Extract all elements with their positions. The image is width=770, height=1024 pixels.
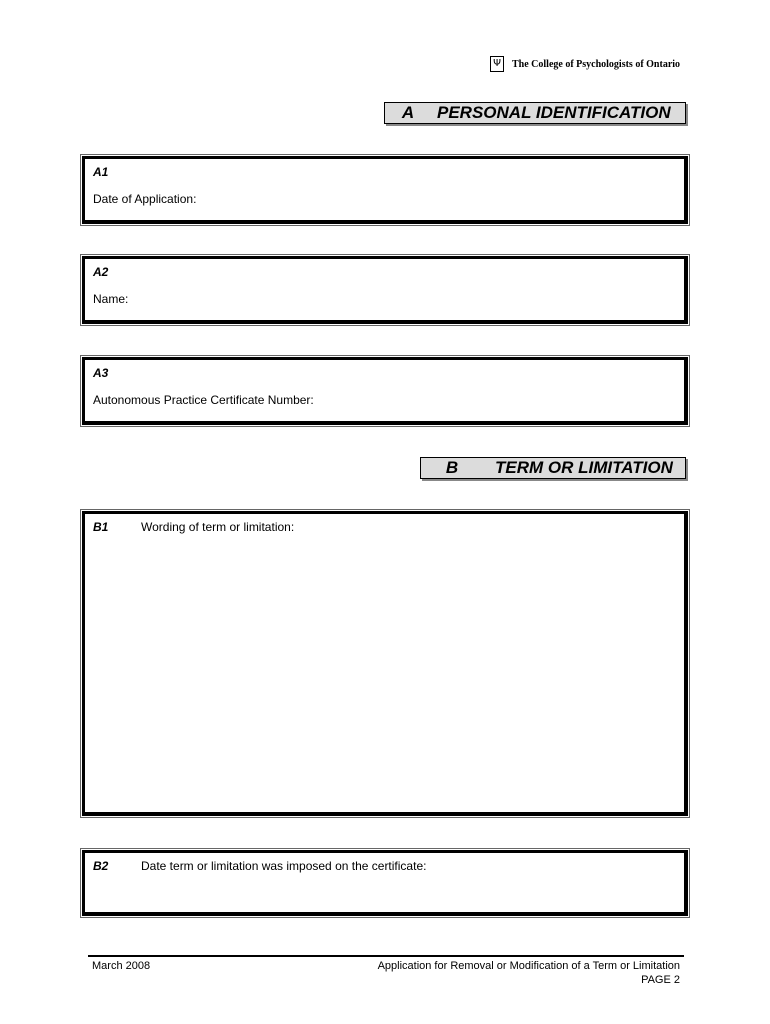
field-code-a2: A2	[93, 265, 109, 279]
field-label-a3: Autonomous Practice Certificate Number:	[93, 393, 314, 407]
section-b-title: TERM OR LIMITATION	[495, 458, 673, 477]
section-a-letter: A	[401, 103, 415, 122]
section-b-heading	[420, 457, 686, 479]
certificate-number-field[interactable]	[82, 357, 688, 425]
field-label-b2: Date term or limitation was imposed on the certificate:	[141, 859, 427, 873]
name-field[interactable]	[82, 256, 688, 324]
field-code-a3: A3	[93, 366, 109, 380]
term-imposed-date-field[interactable]	[82, 850, 688, 916]
footer-date: March 2008	[92, 960, 151, 972]
date-of-application-field[interactable]	[82, 156, 688, 224]
field-code-b2: B2	[93, 859, 109, 873]
field-label-a2: Name:	[93, 292, 129, 306]
field-label-b1: Wording of term or limitation:	[141, 520, 295, 534]
field-code-b1: B1	[93, 520, 109, 534]
footer-page-number: PAGE 2	[641, 974, 680, 986]
section-b-letter: B	[445, 458, 459, 477]
section-a-title: PERSONAL IDENTIFICATION	[437, 103, 671, 122]
college-logo-icon: Ψ	[490, 56, 504, 72]
org-header	[490, 54, 690, 74]
field-code-a1: A1	[93, 165, 109, 179]
org-name: The College of Psychologists of Ontario	[512, 58, 681, 70]
term-wording-field[interactable]	[82, 511, 688, 816]
page-footer	[88, 955, 684, 991]
section-a-heading	[384, 102, 686, 124]
field-label-a1: Date of Application:	[93, 192, 197, 206]
footer-doc-title: Application for Removal or Modification of a Term or Limitation	[377, 960, 680, 972]
